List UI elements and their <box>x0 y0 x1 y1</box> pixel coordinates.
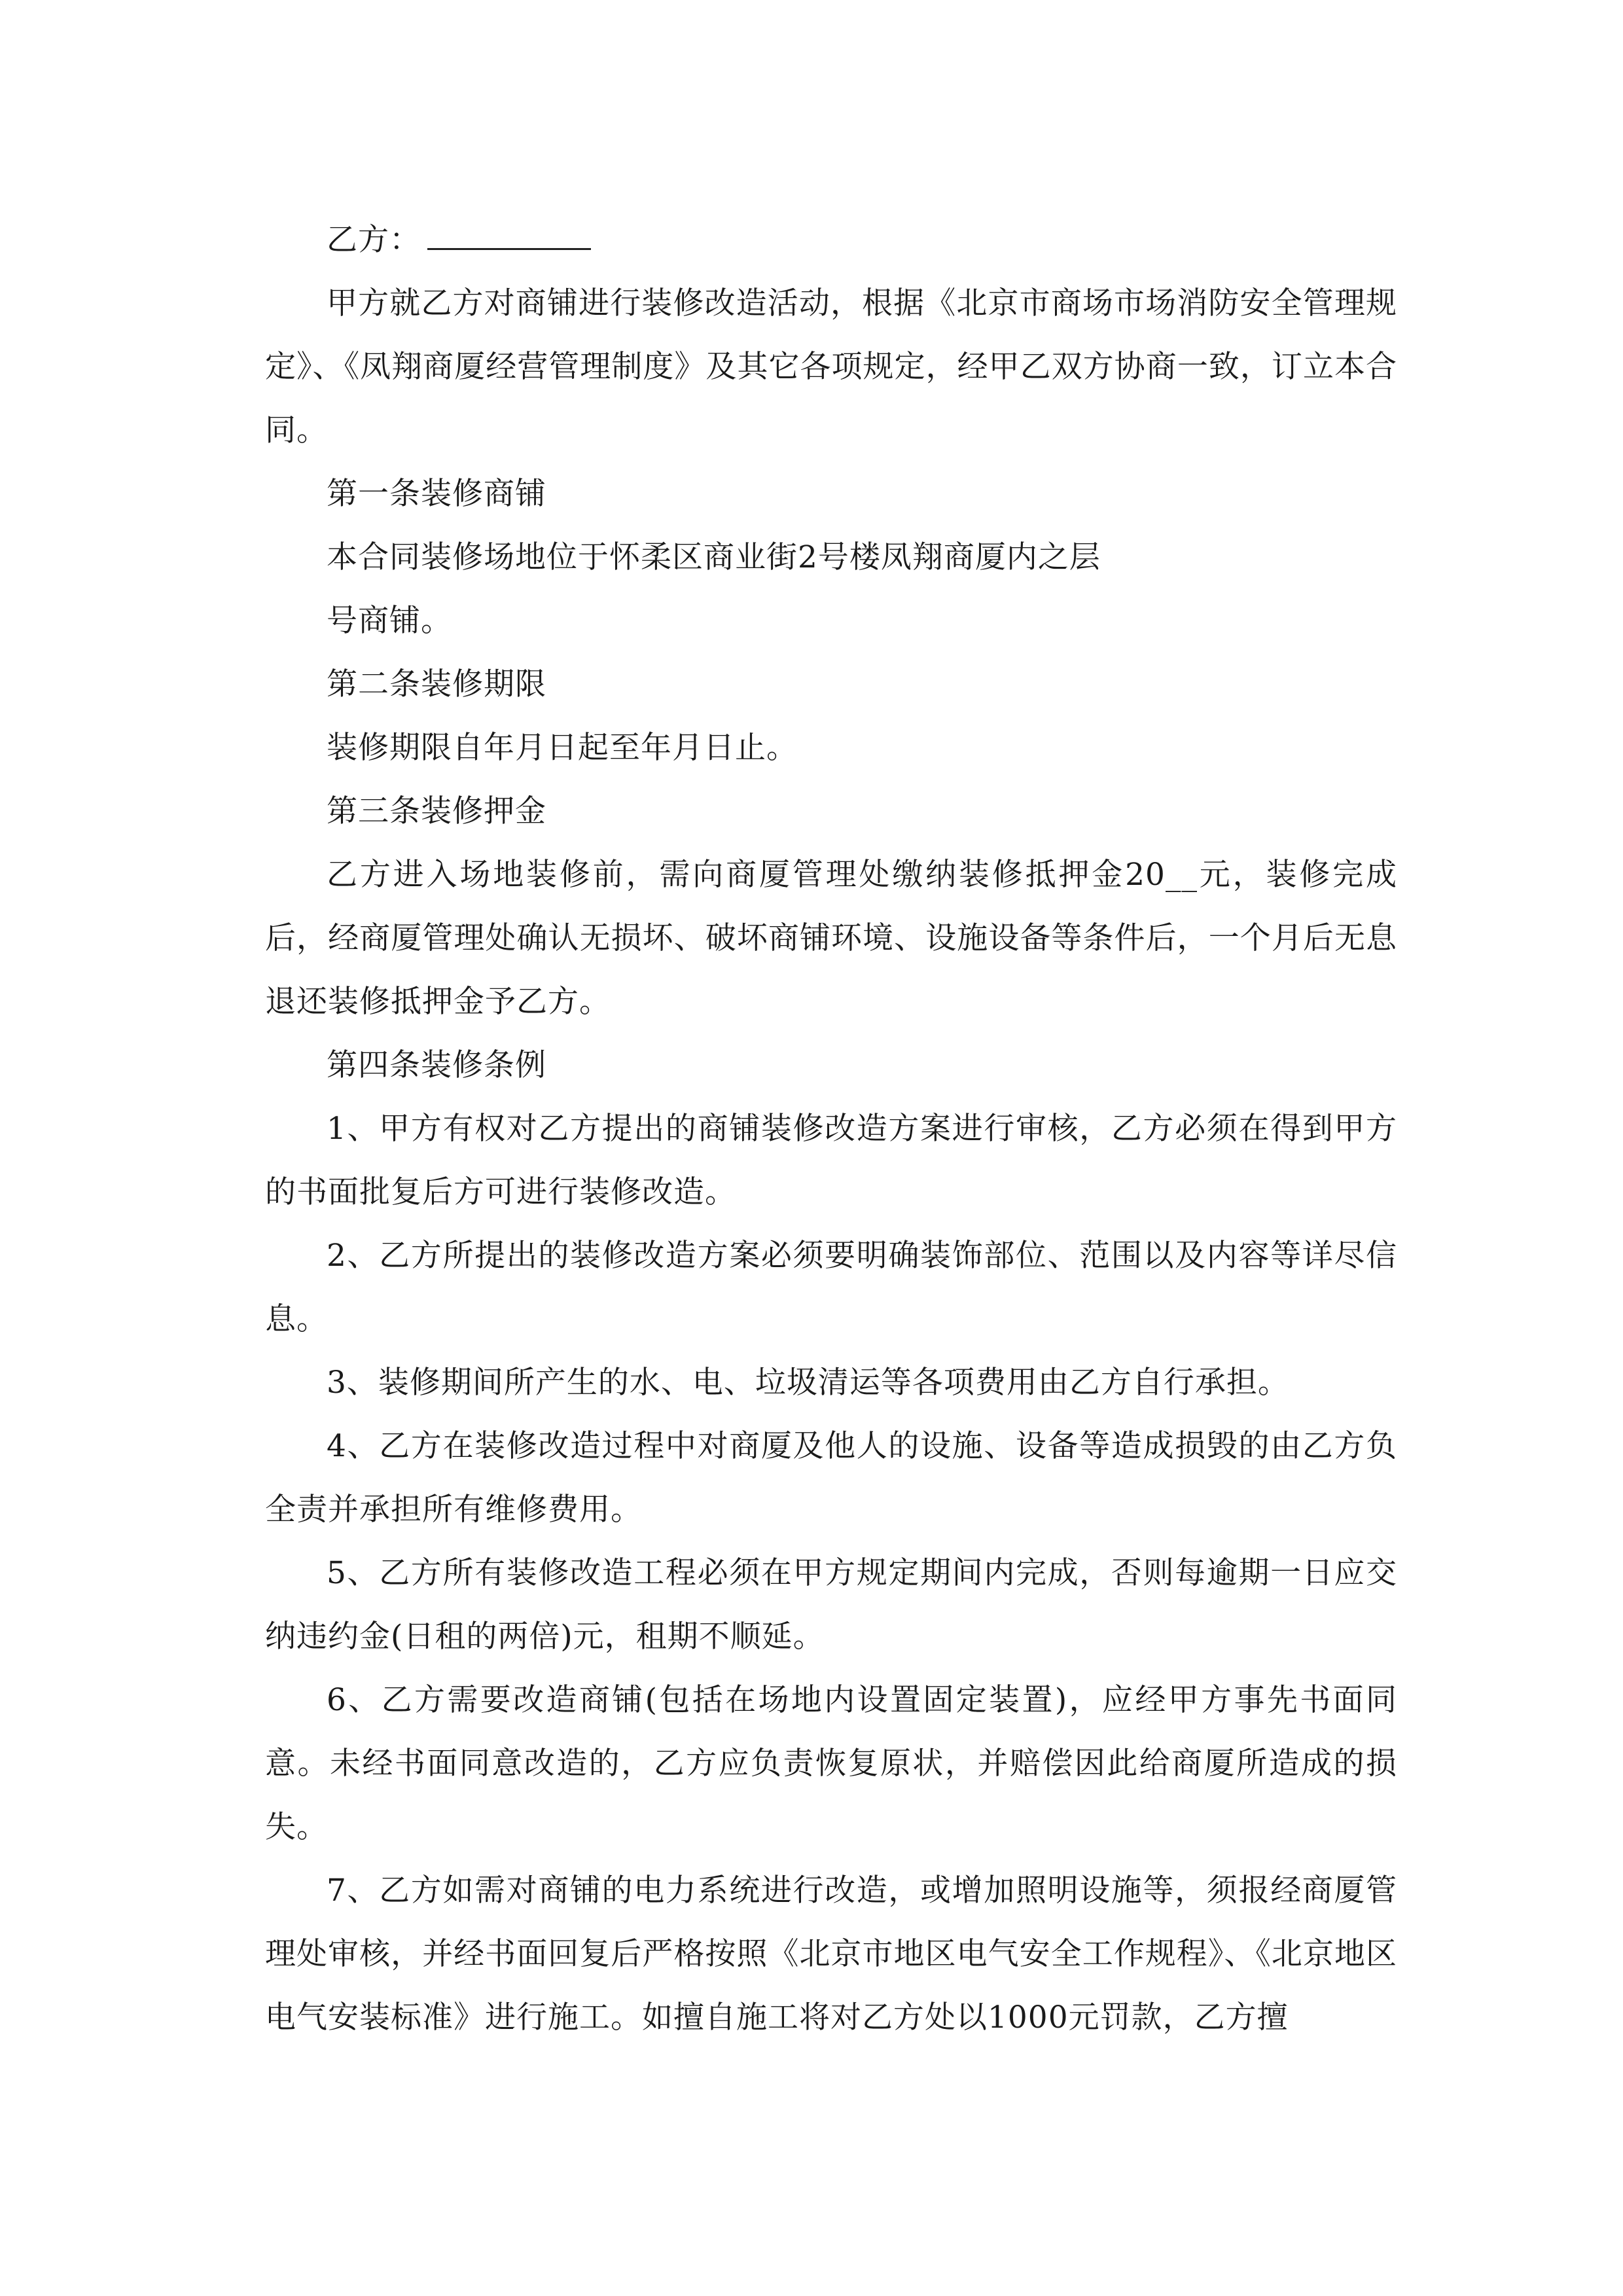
party-b-blank <box>427 219 591 250</box>
article-1-shop-number: 号商铺。 <box>327 603 452 639</box>
intro-paragraph: 甲方就乙方对商铺进行装修改造活动，根据《北京市商场市场消防安全管理规定》、《凤翔商厦经营管理制度》及其它各项规定，经甲乙双方协商一致，订立本合同。 <box>265 285 1397 448</box>
rule-6: 6、乙方需要改造商铺(包括在场地内设置固定装置)，应经甲方事先书面同意。未经书面同意改造的，乙方应负责恢复原状，并赔偿因此给商厦所造成的损失。 <box>265 1682 1397 1845</box>
rule-1: 1、甲方有权对乙方提出的商铺装修改造方案进行审核，乙方必须在得到甲方的书面批复后方可进行装修改造。 <box>265 1111 1397 1210</box>
article-3-deposit: 乙方进入场地装修前，需向商厦管理处缴纳装修抵押金20__元，装修完成后，经商厦管理处确认无损坏、破坏商铺环境、设施设备等条件后，一个月后无息退还装修抵押金予乙方。 <box>265 857 1397 1020</box>
party-b-label: 乙方： <box>327 222 421 258</box>
rule-5: 5、乙方所有装修改造工程必须在甲方规定期间内完成，否则每逾期一日应交纳违约金(日租的两倍)元，租期不顺延。 <box>265 1555 1397 1655</box>
article-4-heading: 第四条装修条例 <box>327 1047 546 1083</box>
party-b-line <box>265 208 1397 272</box>
article-1-location: 本合同装修场地位于怀柔区商业街2号楼凤翔商厦内之层 <box>327 539 1101 575</box>
rule-3: 3、装修期间所产生的水、电、垃圾清运等各项费用由乙方自行承担。 <box>327 1365 1289 1401</box>
article-2-period: 装修期限自年月日起至年月日止。 <box>327 730 798 766</box>
contract-body <box>265 208 1397 2049</box>
article-3-heading: 第三条装修押金 <box>327 793 546 829</box>
rule-2: 2、乙方所提出的装修改造方案必须要明确装饰部位、范围以及内容等详尽信息。 <box>265 1238 1397 1337</box>
article-2-heading: 第二条装修期限 <box>327 666 546 702</box>
rule-4: 4、乙方在装修改造过程中对商厦及他人的设施、设备等造成损毁的由乙方负全责并承担所有维修费用。 <box>265 1428 1397 1528</box>
rule-7: 7、乙方如需对商铺的电力系统进行改造，或增加照明设施等，须报经商厦管理处审核，并经书面回复后严格按照《北京市地区电气安全工作规程》、《北京地区电气安装标准》进行施工。如擅自施工将对乙方处以1000元罚款，乙方擅 <box>265 1873 1397 2036</box>
article-1-heading: 第一条装修商铺 <box>327 476 546 512</box>
